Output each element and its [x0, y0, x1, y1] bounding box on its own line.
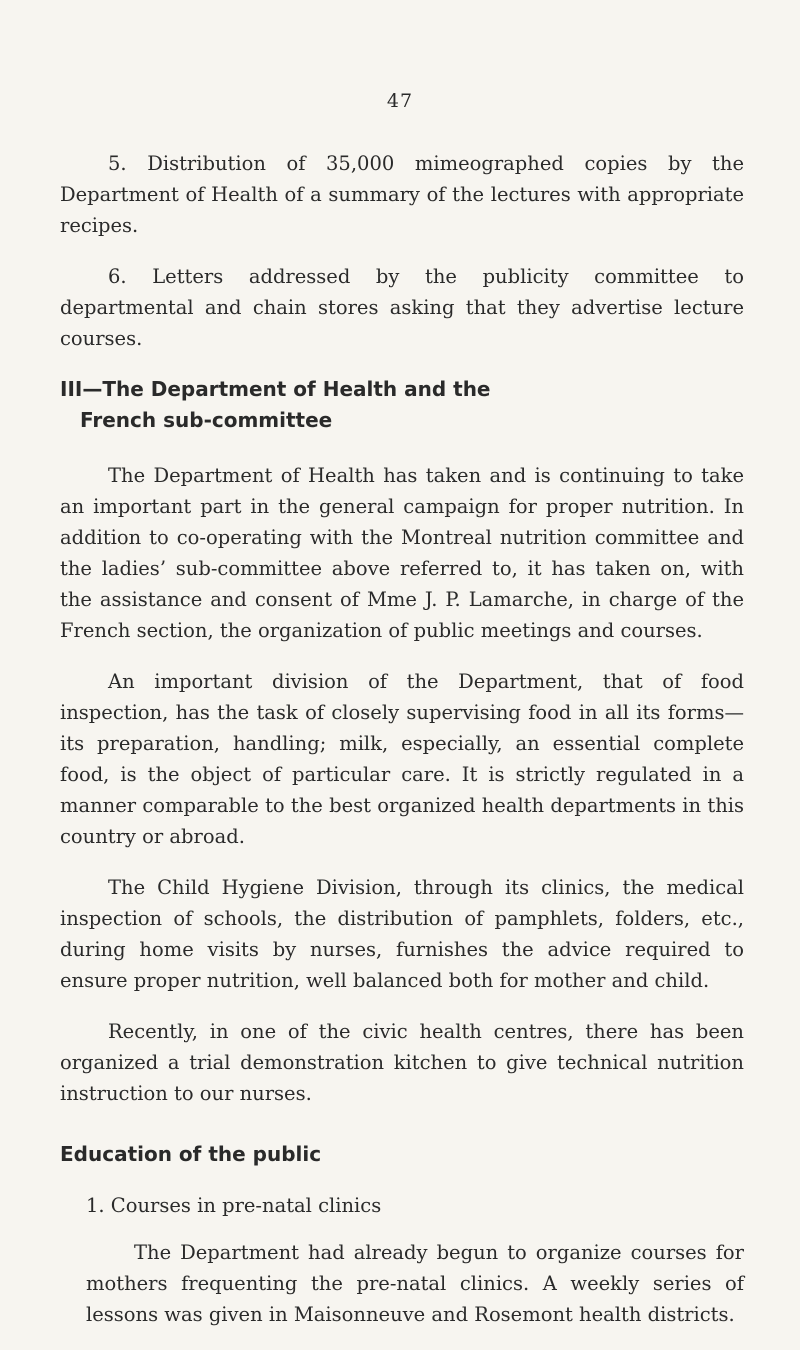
page-content [60, 148, 744, 1350]
list-item-prenatal-courses: 1. Courses in pre-natal clinics [86, 1194, 382, 1217]
section-heading-department-health [60, 374, 744, 436]
section-heading-line2: French sub-committee [80, 408, 333, 432]
paragraph-food-inspection: An important division of the Department, that of food inspection, has the task of closely supervising food in all its forms—its preparation, handling; milk, especially, an essential complete food, is the object of particular care. It is strictly regulated in a manner comparable to the best organized health departments in this country or abroad. [60, 670, 744, 848]
list-item-5: 5. Distribution of 35,000 mimeographed copies by the Department of Health of a summary of the lectures with appropriate recipes. [60, 152, 744, 237]
paragraph-demonstration-kitchen: Recently, in one of the civic health centres, there has been organized a trial demonstration kitchen to give technical nutrition instruction to our nurses. [60, 1020, 744, 1105]
section-heading-education: Education of the public [60, 1142, 322, 1166]
page-number: 47 [386, 90, 414, 112]
paragraph-campaign: The Department of Health has taken and is continuing to take an important part in the general campaign for proper nutrition. In addition to co-operating with the Montreal nutrition committee and the ladies’ sub-committee above referred to, it has taken on, with the assistance and consent of Mme J. P. Lamarche, in charge of the French section, the organization of public meetings and courses. [60, 464, 744, 642]
list-item-6: 6. Letters addressed by the publicity committee to departmental and chain stores asking that they advertise lecture courses. [60, 265, 744, 350]
paragraph-child-hygiene: The Child Hygiene Division, through its clinics, the medical inspection of schools, the distribution of pamphlets, folders, etc., during home visits by nurses, furnishes the advice required to ensure proper nutrition, well balanced both for mother and child. [60, 876, 744, 992]
paragraph-prenatal-courses: The Department had already begun to organize courses for mothers frequenting the pre-natal clinics. A weekly series of lessons was given in Maisonneuve and Rosemont health districts. [86, 1241, 744, 1326]
section-heading-line1: III—The Department of Health and the [60, 377, 491, 401]
